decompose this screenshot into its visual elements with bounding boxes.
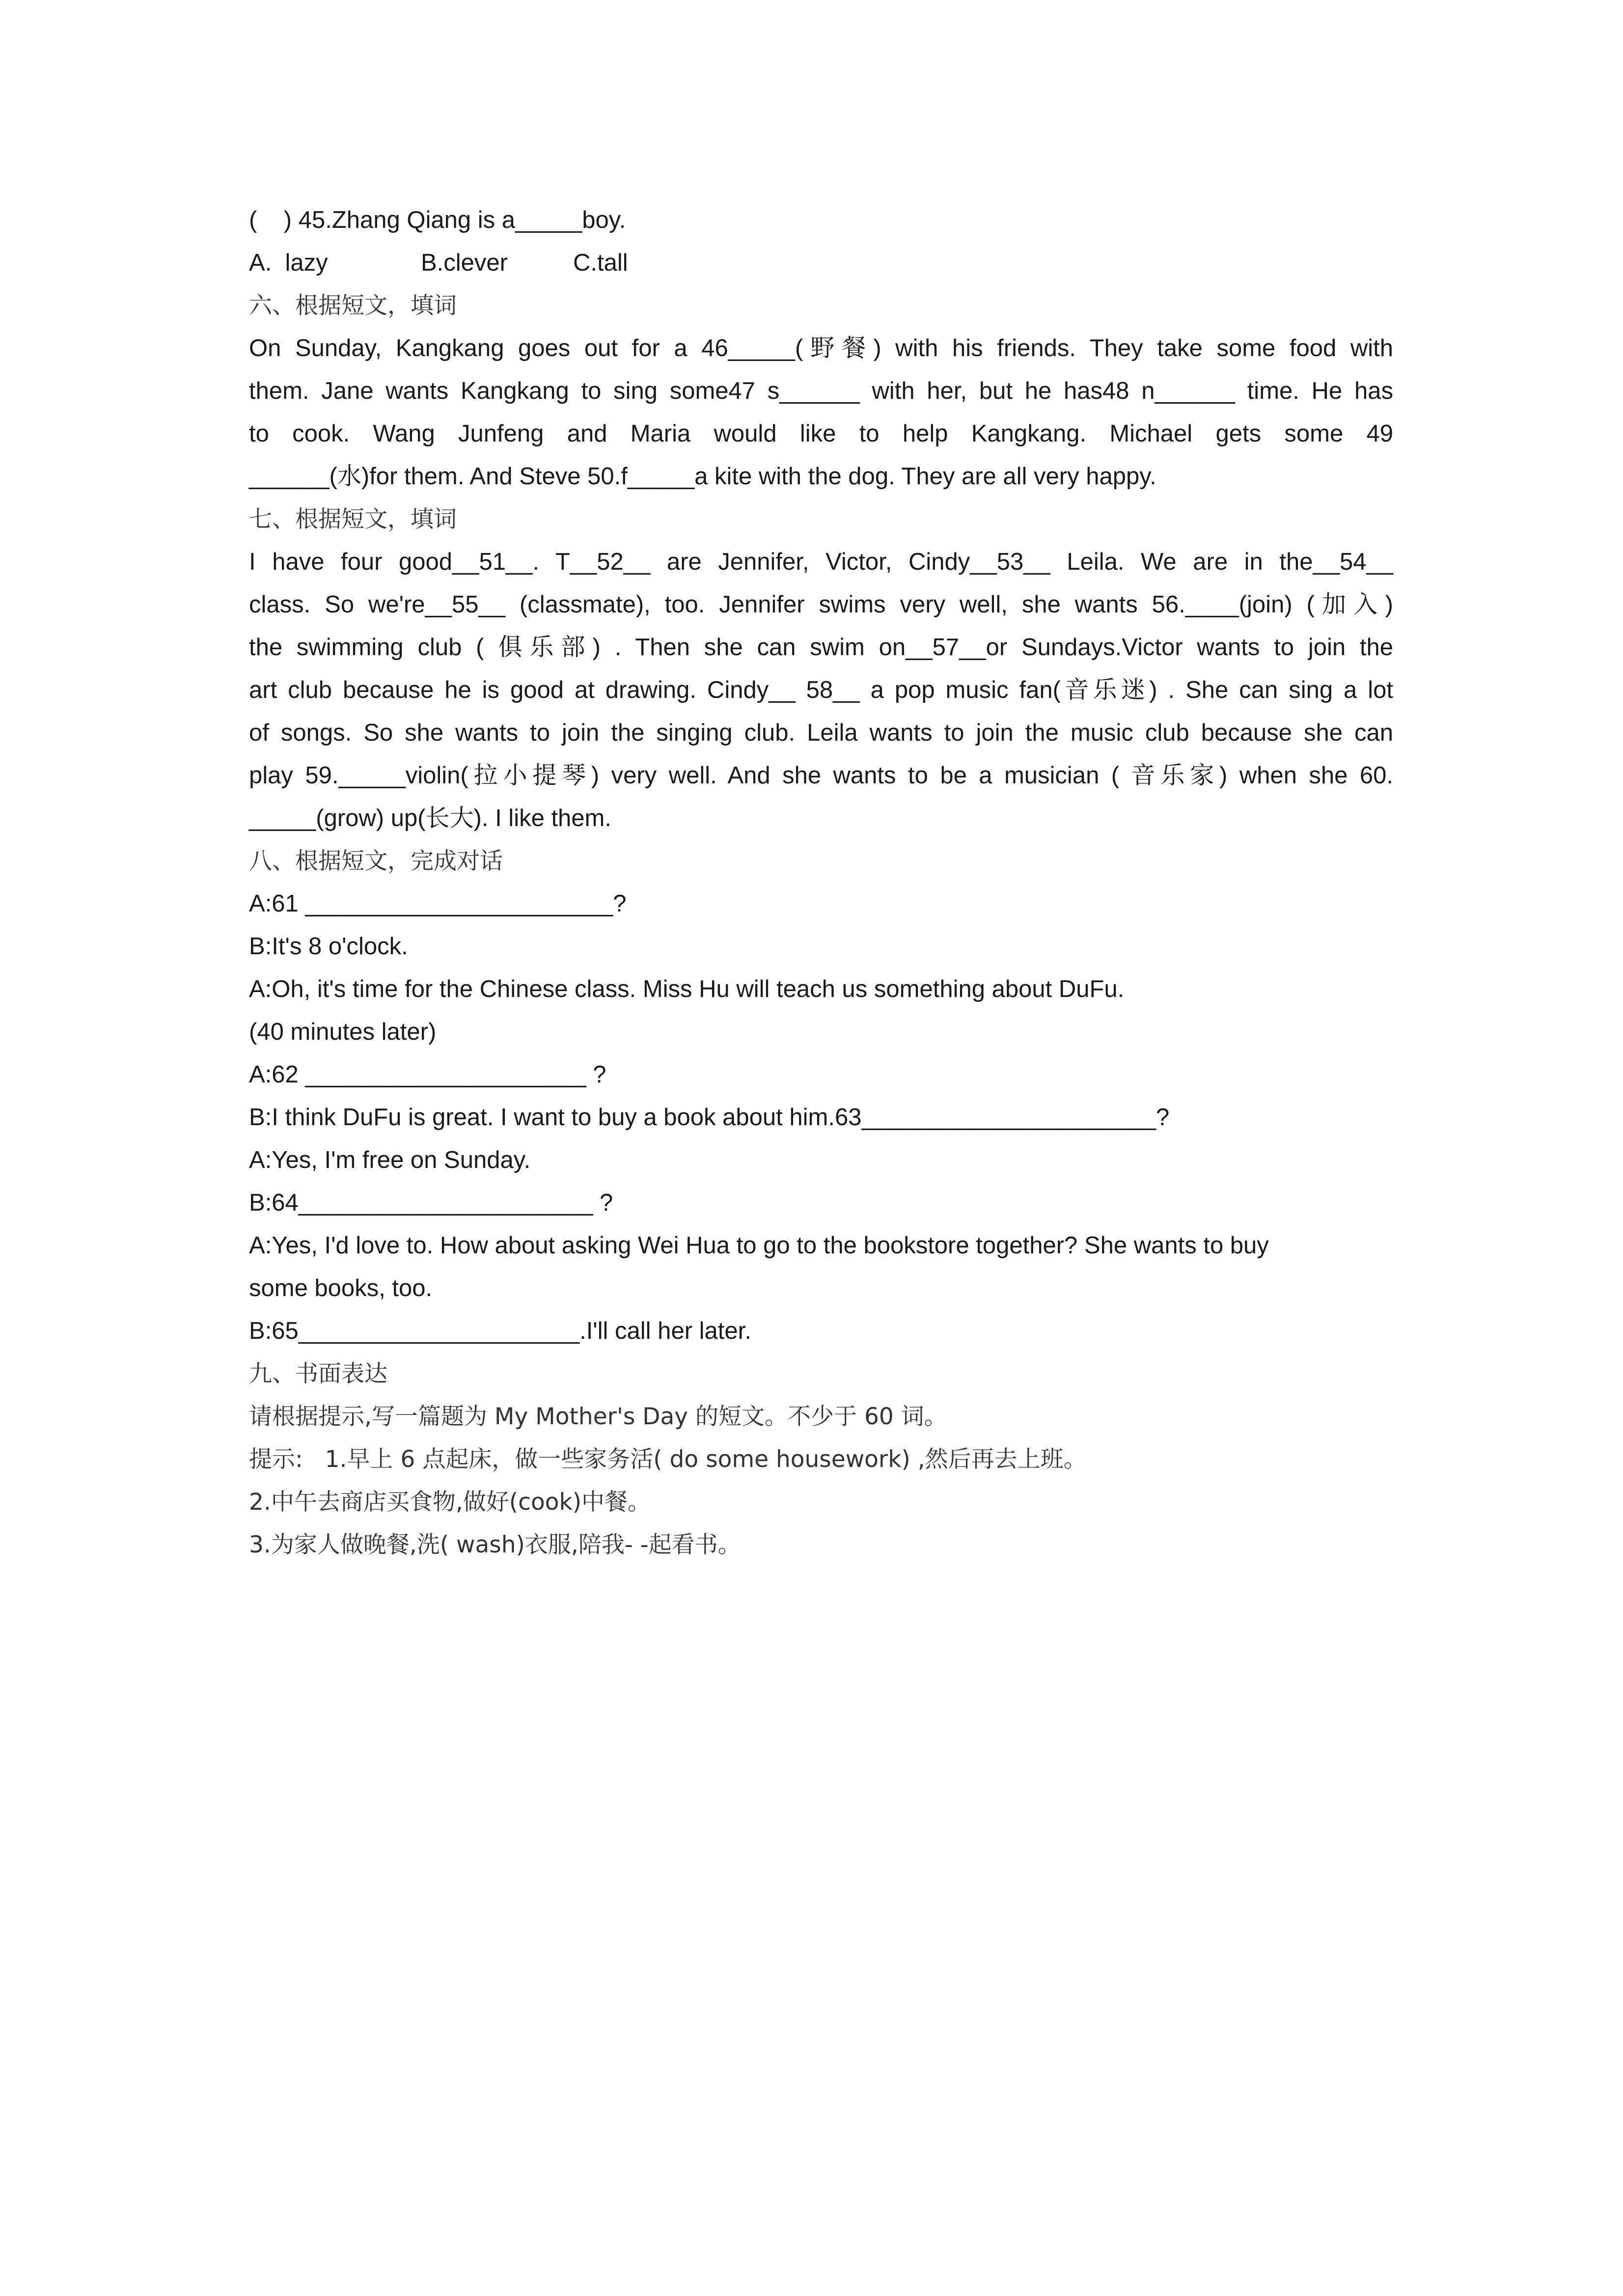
option-a: A. lazy bbox=[249, 249, 328, 276]
section-6-line-3: to cook. Wang Junfeng and Maria would like to help Kangkang. Michael gets some 49 bbox=[249, 420, 1393, 447]
section-6-line-1: On Sunday, Kangkang goes out for a 46_____(野餐) with his friends. They take some food with bbox=[249, 335, 1393, 361]
dialog-line-7: A:Yes, I'm free on Sunday. bbox=[249, 1147, 531, 1173]
writing-hint-2: 2.中午去商店买食物,做好(cook)中餐。 bbox=[249, 1489, 651, 1516]
dialog-line-5: A:62 _____________________ ? bbox=[249, 1061, 606, 1088]
section-7-line-7: _____(grow) up(长大). I like them. bbox=[249, 805, 611, 831]
section-7-line-6: play 59._____violin(拉小提琴) very well. And she wants to be a musician ( 音乐家) when she 60. bbox=[249, 762, 1393, 789]
question-45-stem: ( ) 45.Zhang Qiang is a_____boy. bbox=[249, 207, 626, 233]
dialog-line-6: B:I think DuFu is great. I want to buy a book about him.63______________________? bbox=[249, 1104, 1170, 1131]
section-6-heading: 六、根据短文，填词 bbox=[249, 292, 457, 319]
exam-page bbox=[249, 199, 1393, 1566]
option-b: B.clever bbox=[421, 249, 508, 276]
option-c: C.tall bbox=[573, 249, 628, 276]
writing-hint-3: 3.为家人做晚餐,洗( wash)衣服,陪我- -起看书。 bbox=[249, 1531, 741, 1558]
section-7-line-2: class. So we're__55__ (classmate), too. Jennifer swims very well, she wants 56.____(join) (加入) bbox=[249, 591, 1393, 618]
section-7-line-1: I have four good__51__. T__52__ are Jennifer, Victor, Cindy__53__ Leila. We are in the__54__ bbox=[249, 549, 1393, 575]
dialog-line-2: B:It's 8 o'clock. bbox=[249, 933, 408, 960]
question-45-options bbox=[249, 242, 1393, 284]
writing-instruction: 请根据提示,写一篇题为 My Mother's Day 的短文。不少于 60 词。 bbox=[249, 1403, 947, 1430]
dialog-line-10: some books, too. bbox=[249, 1275, 433, 1301]
section-9-heading: 九、书面表达 bbox=[249, 1360, 387, 1387]
dialog-line-8: B:64______________________ ? bbox=[249, 1189, 613, 1216]
section-6-line-2: them. Jane wants Kangkang to sing some47 s______ with her, but he has48 n______ time. He has bbox=[249, 378, 1393, 404]
section-7-line-5: of songs. So she wants to join the singing club. Leila wants to join the music club because she can bbox=[249, 719, 1393, 746]
section-8-heading: 八、根据短文，完成对话 bbox=[249, 848, 503, 875]
dialog-line-9: A:Yes, I'd love to. How about asking Wei Hua to go to the bookstore together? She wants to buy bbox=[249, 1232, 1269, 1259]
section-7-heading: 七、根据短文，填词 bbox=[249, 506, 457, 533]
dialog-line-4: (40 minutes later) bbox=[249, 1019, 437, 1045]
writing-hint-1: 提示: 1.早上 6 点起床，做一些家务活( do some housework) ,然后再去上班。 bbox=[249, 1446, 1087, 1473]
dialog-line-1: A:61 _______________________? bbox=[249, 890, 627, 917]
section-6-line-4: ______(水)for them. And Steve 50.f_____a kite with the dog. They are all very happy. bbox=[249, 463, 1156, 490]
section-7-line-3: the swimming club ( 俱乐部) . Then she can swim on__57__or Sundays.Victor wants to join the bbox=[249, 634, 1393, 661]
dialog-line-11: B:65_____________________.I'll call her later. bbox=[249, 1318, 751, 1344]
section-7-line-4: art club because he is good at drawing. Cindy__ 58__ a pop music fan(音乐迷) . She can sing a lot bbox=[249, 677, 1393, 703]
dialog-line-3: A:Oh, it's time for the Chinese class. Miss Hu will teach us something about DuFu. bbox=[249, 976, 1125, 1002]
